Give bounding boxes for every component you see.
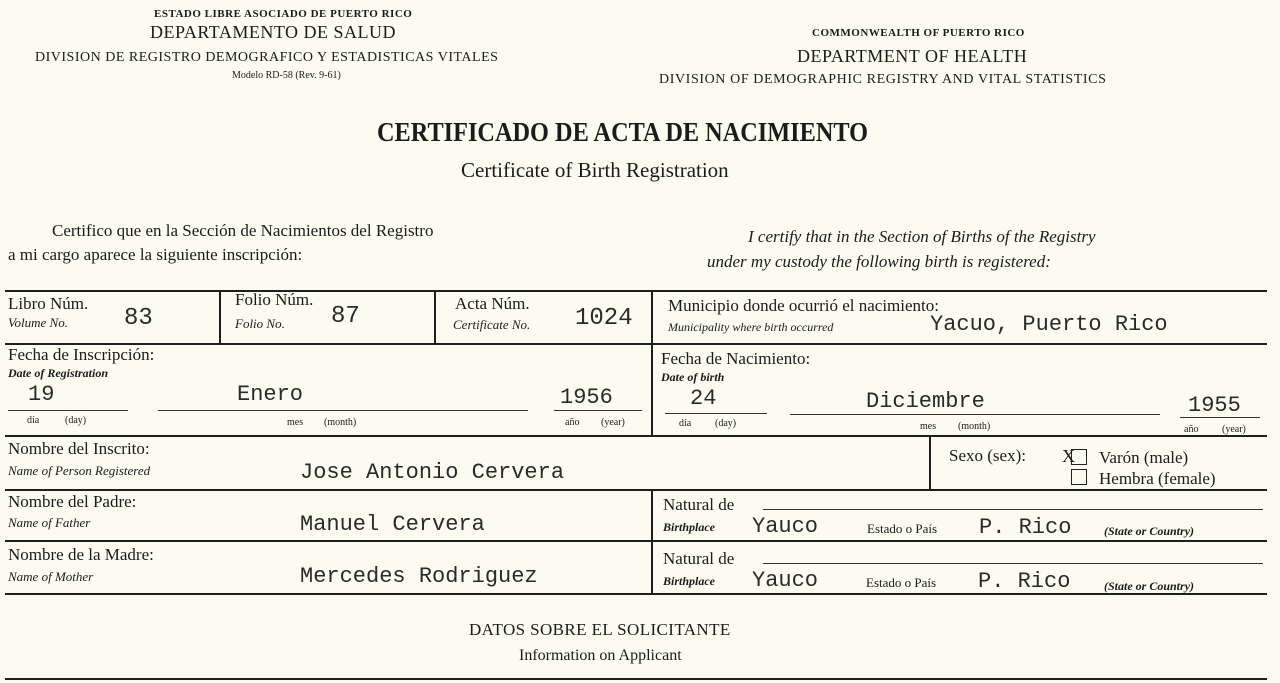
municipality-label: Municipio donde ocurrió el nacimiento: <box>668 296 939 315</box>
volume-sublabel: Volume No. <box>8 315 68 330</box>
registered-name-sublabel: Name of Person Registered <box>8 463 151 478</box>
birth-month-line <box>790 414 1160 415</box>
birth-year-line <box>1180 417 1260 418</box>
table-rule-4 <box>5 489 1267 491</box>
certify-es-line2: a mi cargo aparece la siguiente inscripción: <box>8 245 303 264</box>
registration-day-value: 19 <box>28 382 55 407</box>
table-col-4 <box>651 489 653 593</box>
volume-label: Libro Núm. <box>8 294 89 313</box>
applicant-subtitle: Information on Applicant <box>519 647 682 664</box>
birth-dia-caption: día <box>679 418 692 429</box>
header-right-department: DEPARTMENT OF HEALTH <box>797 46 1028 66</box>
table-rule-5 <box>5 540 1267 542</box>
birth-day-caption: (day) <box>715 418 737 429</box>
volume-value: 83 <box>124 305 153 332</box>
certify-en-line2: under my custody the following birth is registered: <box>707 252 1051 271</box>
sex-label: Sexo (sex): <box>949 446 1026 465</box>
father-birthplace-label: Birthplace <box>663 520 716 534</box>
registration-dia-caption: día <box>27 415 40 426</box>
registration-ano-caption: año <box>565 417 580 428</box>
birth-date-label: Fecha de Nacimiento: <box>661 349 811 368</box>
mother-state-caption: (State or Country) <box>1104 579 1195 593</box>
male-checkbox-x-mark: X <box>1062 446 1075 466</box>
birth-year-caption: (year) <box>1222 424 1246 435</box>
table-col-3 <box>651 290 653 435</box>
birth-date-sublabel: Date of birth <box>661 370 725 384</box>
table-rule-3 <box>5 435 1267 437</box>
father-name-value: Manuel Cervera <box>300 512 485 537</box>
folio-label: Folio Núm. <box>235 290 314 309</box>
registration-month-caption: (month) <box>324 417 357 428</box>
header-left-division: DIVISION DE REGISTRO DEMOGRAFICO Y ESTADISTICAS VITALES <box>35 50 499 65</box>
table-rule-top <box>5 290 1267 292</box>
folio-value: 87 <box>331 303 360 330</box>
form-model-number: Modelo RD-58 (Rev. 9-61) <box>232 70 341 81</box>
registration-month-value: Enero <box>237 382 304 407</box>
table-col-2 <box>434 290 436 343</box>
folio-sublabel: Folio No. <box>235 316 285 331</box>
certify-es-line1: Certifico que en la Sección de Nacimientos del Registro <box>52 221 434 240</box>
certificate-no-sublabel: Certificate No. <box>453 317 531 332</box>
certificate-no-label: Acta Núm. <box>455 294 530 313</box>
municipality-value: Yacuo, Puerto Rico <box>930 312 1168 337</box>
certificate-title: CERTIFICADO DE ACTA DE NACIMIENTO <box>377 117 869 147</box>
registration-mes-caption: mes <box>287 417 304 428</box>
mother-name-sublabel: Name of Mother <box>8 569 94 584</box>
registration-date-sublabel: Date of Registration <box>8 366 109 380</box>
registration-day-caption: (day) <box>65 415 87 426</box>
table-rule-2 <box>5 343 1267 345</box>
certificate-no-value: 1024 <box>575 305 633 332</box>
registration-date-label: Fecha de Inscripción: <box>8 345 155 364</box>
registration-year-caption: (year) <box>601 417 625 428</box>
father-name-sublabel: Name of Father <box>8 515 91 530</box>
registered-name-label: Nombre del Inscrito: <box>8 439 150 458</box>
table-rule-bottom <box>5 593 1267 595</box>
father-state-caption: (State or Country) <box>1104 524 1195 538</box>
registration-year-value: 1956 <box>560 385 613 410</box>
father-natural-line <box>763 509 1263 510</box>
mother-country-label: Estado o País <box>866 575 937 590</box>
registration-year-line <box>554 410 642 411</box>
father-natural-label: Natural de <box>663 495 735 514</box>
registration-month-line <box>158 410 528 411</box>
table-col-1 <box>219 290 221 343</box>
birth-month-value: Diciembre <box>866 389 985 414</box>
header-left-department: DEPARTAMENTO DE SALUD <box>150 22 396 42</box>
certify-en-line1: I certify that in the Section of Births of the Registry <box>748 227 1096 246</box>
birth-ano-caption: año <box>1184 424 1199 435</box>
registered-name-value: Jose Antonio Cervera <box>300 460 565 485</box>
female-label: Hembra (female) <box>1099 469 1216 488</box>
header-right-commonwealth: COMMONWEALTH OF PUERTO RICO <box>812 27 1025 39</box>
mother-natural-label: Natural de <box>663 549 735 568</box>
father-country-value: P. Rico <box>979 515 1072 540</box>
birth-day-line <box>665 413 767 414</box>
birth-day-value: 24 <box>690 386 717 411</box>
certificate-subtitle: Certificate of Birth Registration <box>461 158 729 182</box>
father-country-label: Estado o País <box>867 521 938 536</box>
father-name-label: Nombre del Padre: <box>8 492 137 511</box>
birth-month-caption: (month) <box>958 421 991 432</box>
header-right-division: DIVISION OF DEMOGRAPHIC REGISTRY AND VITAL STATISTICS <box>659 72 1107 87</box>
header-left-state: ESTADO LIBRE ASOCIADO DE PUERTO RICO <box>154 8 413 20</box>
male-label: Varón (male) <box>1099 448 1189 467</box>
mother-name-label: Nombre de la Madre: <box>8 545 154 564</box>
mother-name-value: Mercedes Rodriguez <box>300 564 538 589</box>
registration-day-line <box>8 410 128 411</box>
birth-mes-caption: mes <box>920 421 937 432</box>
applicant-title: DATOS SOBRE EL SOLICITANTE <box>469 620 731 639</box>
mother-natural-line <box>763 563 1263 564</box>
mother-country-value: P. Rico <box>978 569 1071 594</box>
table-col-sex <box>929 435 931 489</box>
municipality-sublabel: Municipality where birth occurred <box>668 320 834 334</box>
mother-birthplace-value: Yauco <box>752 568 819 593</box>
female-checkbox[interactable] <box>1071 469 1087 485</box>
applicant-rule <box>5 678 1267 680</box>
father-birthplace-value: Yauco <box>752 514 819 539</box>
birth-year-value: 1955 <box>1188 393 1241 418</box>
mother-birthplace-label: Birthplace <box>663 574 716 588</box>
